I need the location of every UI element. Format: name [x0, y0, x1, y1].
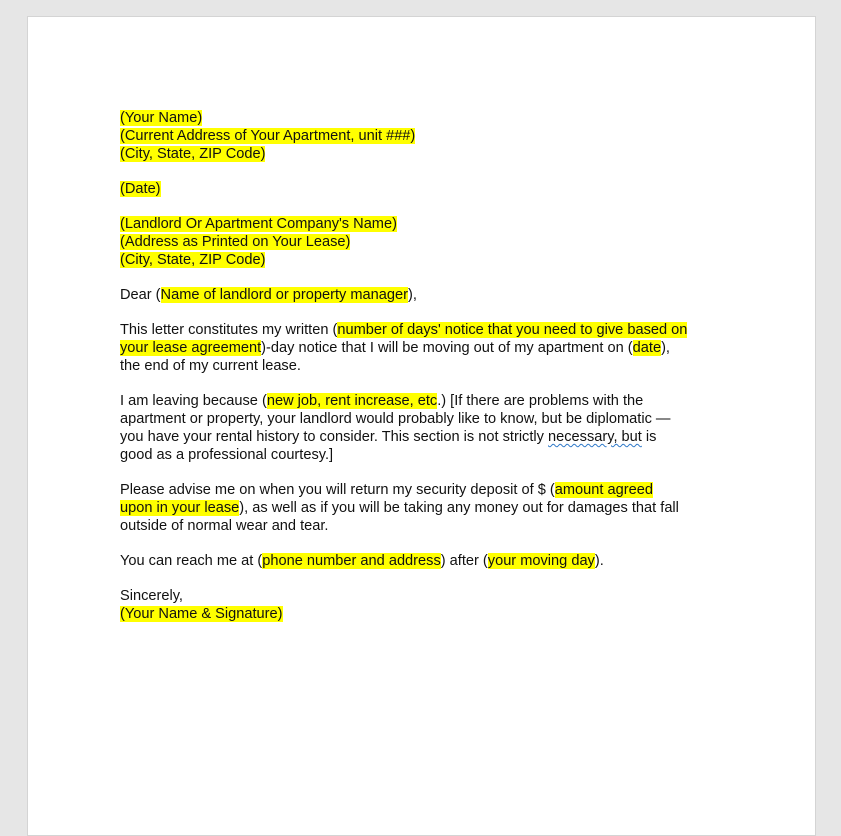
deposit-amount-placeholder: amount agreed	[554, 482, 653, 498]
notice-days-placeholder: your lease agreement	[120, 340, 262, 356]
recipient-address: (Address as Printed on Your Lease)	[120, 234, 351, 250]
sender-name-line	[120, 109, 740, 127]
paragraph-line	[120, 517, 740, 535]
text-run: You can reach me at (	[120, 553, 263, 569]
sender-city-line	[120, 145, 740, 163]
closing-text: Sincerely,	[120, 588, 183, 604]
text-run: good as a professional courtesy.]	[120, 447, 334, 463]
greeting	[120, 286, 740, 304]
blank-line	[120, 375, 740, 392]
paragraph-line	[120, 410, 740, 428]
blank-line	[120, 269, 740, 286]
blank-line	[120, 163, 740, 180]
paragraph-reason	[120, 392, 740, 464]
signature-line	[120, 605, 740, 623]
recipient-city: (City, State, ZIP Code)	[120, 252, 266, 268]
text-run: ), as well as if you will be taking any money out for damages that fall	[239, 500, 679, 516]
recipient-name-line	[120, 215, 740, 233]
closing-line	[120, 587, 740, 605]
paragraph-line	[120, 481, 740, 499]
greeting-prefix: Dear (	[120, 287, 161, 303]
deposit-amount-placeholder: upon in your lease	[120, 500, 240, 516]
text-run: ),	[661, 340, 670, 356]
paragraph-contact	[120, 552, 740, 570]
reason-placeholder: new job, rent increase, etc	[266, 393, 438, 409]
greeting-placeholder: Name of landlord or property manager	[160, 287, 408, 303]
sender-address: (Current Address of Your Apartment, unit ###)	[120, 128, 416, 144]
blank-line	[120, 304, 740, 321]
recipient-name: (Landlord Or Apartment Company's Name)	[120, 216, 397, 232]
text-run: the end of my current lease.	[120, 358, 301, 374]
contact-placeholder: phone number and address	[262, 553, 441, 569]
signature-placeholder: (Your Name & Signature)	[120, 606, 283, 622]
paragraph-line	[120, 339, 740, 357]
paragraph-line	[120, 428, 740, 446]
text-run: .) [If there are problems with the	[437, 393, 644, 409]
document-page	[27, 16, 816, 836]
recipient-address-line	[120, 233, 740, 251]
paragraph-line	[120, 357, 740, 375]
blank-line	[120, 570, 740, 587]
blank-line	[120, 464, 740, 481]
paragraph-deposit	[120, 481, 740, 535]
recipient-city-line	[120, 251, 740, 269]
move-date-placeholder: date	[632, 340, 662, 356]
sender-name: (Your Name)	[120, 110, 203, 126]
text-run: you have your rental history to consider. This section is not strictly	[120, 429, 549, 445]
text-run: ).	[594, 553, 604, 569]
paragraph-line	[120, 321, 740, 339]
paragraph-line	[120, 392, 740, 410]
grammar-check-underline[interactable]: necessary, but	[548, 429, 642, 445]
greeting-suffix: ),	[407, 287, 417, 303]
blank-line	[120, 535, 740, 552]
text-run: apartment or property, your landlord would probably like to know, but be diplomatic —	[120, 411, 671, 427]
text-run: )-day notice that I will be moving out of my apartment on (	[261, 340, 633, 356]
text-run: This letter constitutes my written (	[120, 322, 338, 338]
sender-address-line	[120, 127, 740, 145]
date-line	[120, 180, 740, 198]
moving-day-placeholder: your moving day	[487, 553, 595, 569]
notice-days-placeholder: number of days' notice that you need to give based on	[337, 322, 688, 338]
text-run: outside of normal wear and tear.	[120, 518, 329, 534]
paragraph-notice	[120, 321, 740, 375]
text-run: Please advise me on when you will return my security deposit of $ (	[120, 482, 555, 498]
sender-city: (City, State, ZIP Code)	[120, 146, 266, 162]
text-run: I am leaving because (	[120, 393, 267, 409]
date: (Date)	[120, 181, 161, 197]
letter-body[interactable]	[120, 109, 740, 623]
text-run: is	[641, 429, 657, 445]
paragraph-line	[120, 499, 740, 517]
blank-line	[120, 198, 740, 215]
paragraph-line	[120, 446, 740, 464]
text-run: ) after (	[440, 553, 488, 569]
